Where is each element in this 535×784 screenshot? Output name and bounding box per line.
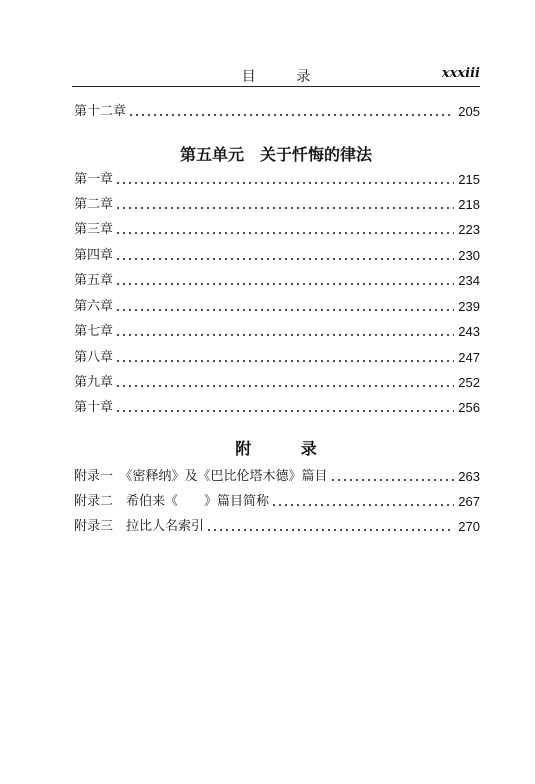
section-heading-appendix: 附 录 <box>235 439 339 458</box>
toc-entry-label: 第六章 <box>74 299 114 314</box>
leader-dots <box>115 385 454 387</box>
toc-entry-label: 第五章 <box>74 273 114 288</box>
toc-entry-page: 252 <box>458 375 480 390</box>
toc-entry <box>74 244 480 264</box>
toc-entry-page: 223 <box>458 222 480 237</box>
section-heading-unit5: 第五单元 关于忏悔的律法 <box>179 145 372 164</box>
toc-entry <box>74 100 480 120</box>
toc-entry-label: 第二章 <box>74 197 114 212</box>
toc-entry-page: 243 <box>458 324 480 339</box>
toc-entry-page: 263 <box>458 469 480 484</box>
toc-entry-label: 第四章 <box>74 248 114 263</box>
toc-entry-page: 247 <box>458 350 480 365</box>
toc-entry-label: 附录二 希伯来《 》篇目简称 <box>74 494 270 509</box>
running-header <box>72 64 480 87</box>
leader-dots <box>115 182 454 184</box>
leader-dots <box>271 504 454 506</box>
toc-entry-label: 第八章 <box>74 350 114 365</box>
toc-entry <box>74 193 480 213</box>
toc-entry <box>74 218 480 238</box>
leader-dots <box>206 529 454 531</box>
toc-entry-page: 234 <box>458 273 480 288</box>
leader-dots <box>330 479 455 481</box>
toc-entry-page: 256 <box>458 400 480 415</box>
toc-entry-label: 第十二章 <box>74 104 127 119</box>
header-page-number: xxxiii <box>441 66 480 81</box>
header-title: 目 录 <box>241 69 329 85</box>
toc-entry-page: 270 <box>458 519 480 534</box>
leader-dots <box>115 232 454 234</box>
toc-entry-page: 205 <box>458 104 480 119</box>
leader-dots <box>115 360 454 362</box>
toc-entry <box>74 269 480 289</box>
toc-entry <box>74 515 480 535</box>
toc-entry-label: 附录一 《密释纳》及《巴比伦塔木德》篇目 <box>74 469 328 484</box>
leader-dots <box>115 410 454 412</box>
leader-dots <box>115 309 454 311</box>
toc-entry-label: 附录三 拉比人名索引 <box>74 519 205 534</box>
toc-entry <box>74 346 480 366</box>
leader-dots <box>115 283 454 285</box>
toc-entry <box>74 465 480 485</box>
toc-entry-label: 第一章 <box>74 172 114 187</box>
toc-entry-label: 第九章 <box>74 375 114 390</box>
leader-dots <box>128 114 454 116</box>
toc-entry-page: 267 <box>458 494 480 509</box>
toc-entry-label: 第十章 <box>74 400 114 415</box>
leader-dots <box>115 334 454 336</box>
toc-entry-page: 230 <box>458 248 480 263</box>
leader-dots <box>115 207 454 209</box>
toc-entry <box>74 371 480 391</box>
toc-entry <box>74 320 480 340</box>
leader-dots <box>115 258 454 260</box>
toc-entry <box>74 295 480 315</box>
toc-entry-page: 218 <box>458 197 480 212</box>
toc-entry-label: 第七章 <box>74 324 114 339</box>
toc-entry-page: 215 <box>458 172 480 187</box>
toc-entry <box>74 168 480 188</box>
toc-entry <box>74 490 480 510</box>
toc-entry-page: 239 <box>458 299 480 314</box>
toc-entry <box>74 396 480 416</box>
toc-entry-label: 第三章 <box>74 222 114 237</box>
